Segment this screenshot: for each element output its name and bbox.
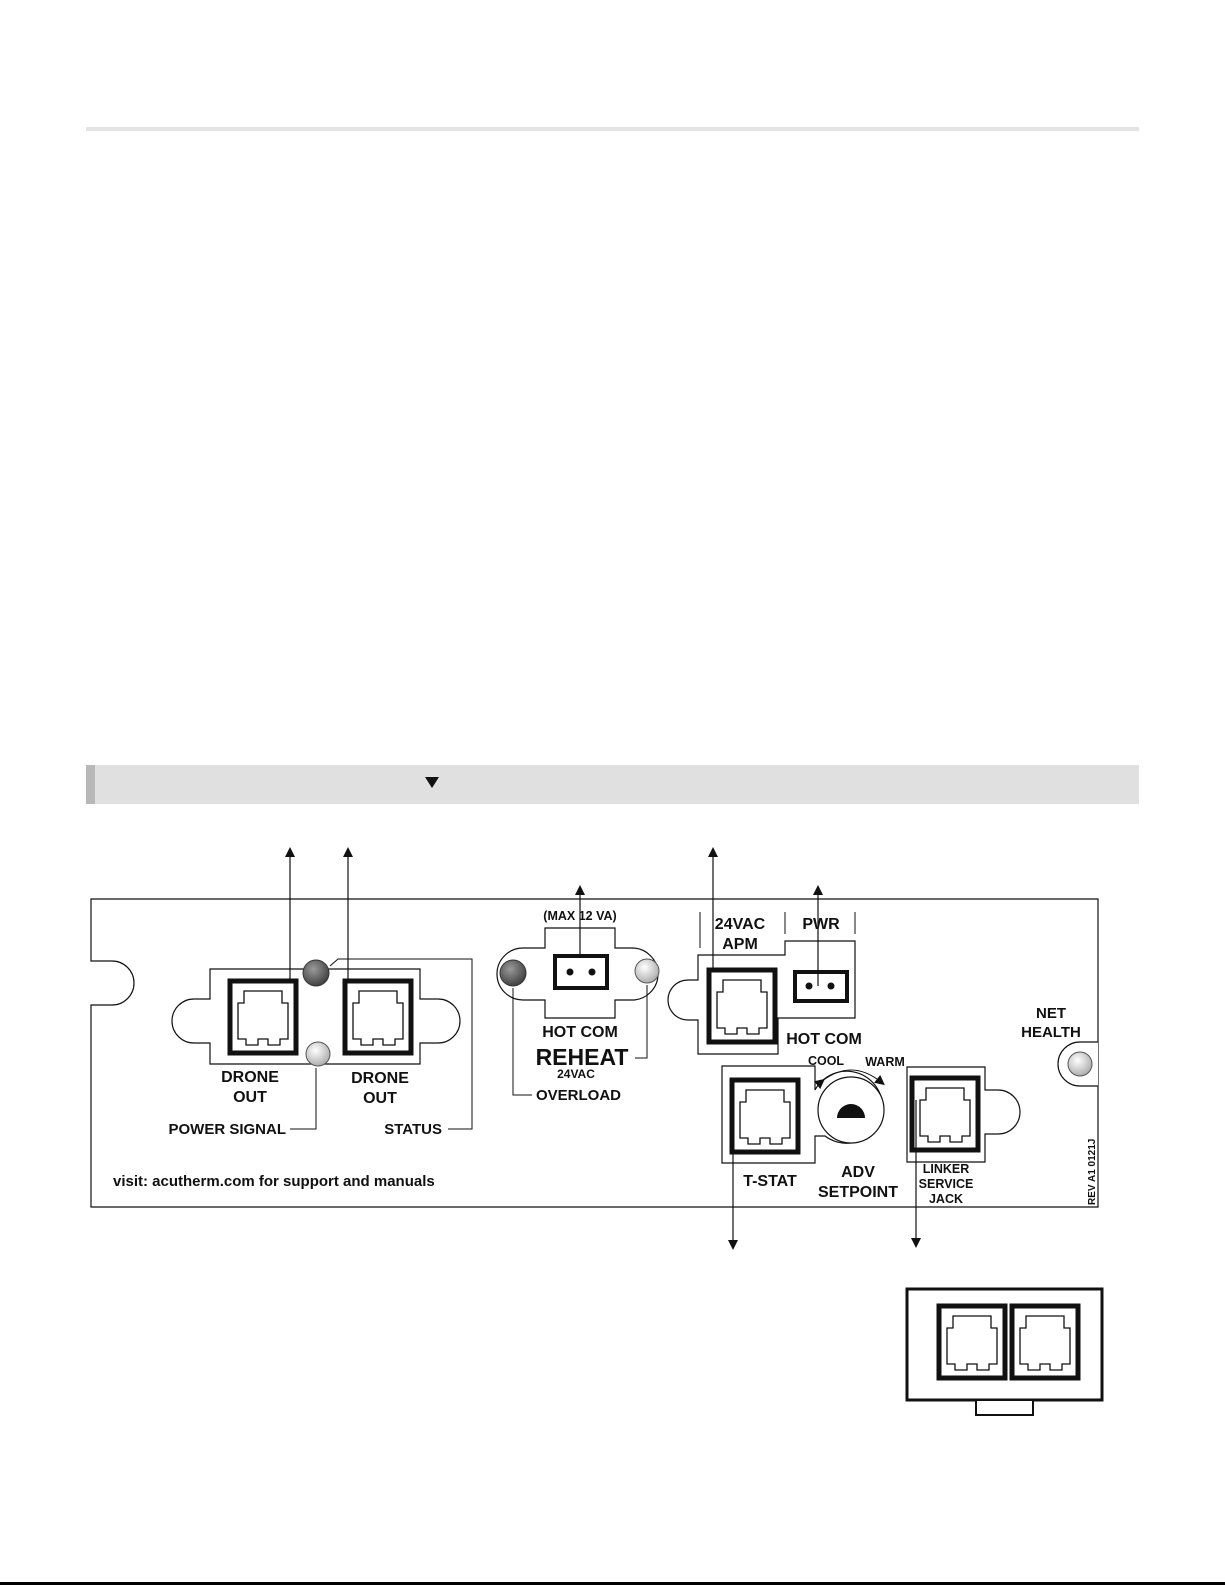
status-led-icon (303, 960, 329, 986)
net-health-label-line1: NET (1036, 1005, 1066, 1022)
linker-service-jack[interactable] (912, 1078, 978, 1150)
reheat-hot-com-label: HOT COM (542, 1024, 618, 1041)
overload-led-icon (500, 960, 526, 986)
reheat-voltage-label: 24VAC (557, 1067, 595, 1081)
cool-label: COOL (807, 1054, 845, 1068)
inset-jack-1 (939, 1306, 1005, 1378)
tstat-jack[interactable] (732, 1080, 798, 1152)
section-bar (86, 765, 1139, 804)
max-va-label: (MAX 12 VA) (543, 909, 617, 923)
support-footer: visit: acutherm.com for support and manuals (113, 1173, 435, 1190)
apm-jack[interactable] (709, 970, 775, 1042)
inset-jack-2 (1012, 1306, 1078, 1378)
linker-label-line1: LINKER (922, 1162, 970, 1176)
power-signal-label: POWER SIGNAL (168, 1121, 286, 1138)
net-health-led-icon (1068, 1052, 1092, 1076)
apm-label-line1: 24VAC (714, 916, 766, 933)
drone-out-2-label-line2: OUT (363, 1090, 397, 1107)
linker-label-line2: SERVICE (918, 1177, 974, 1191)
drone-out-jack-1[interactable] (230, 981, 296, 1053)
net-health-label-line2: HEALTH (1021, 1024, 1081, 1041)
status-label: STATUS (384, 1121, 442, 1138)
controller-panel-diagram (0, 840, 1225, 1430)
top-divider (86, 127, 1139, 131)
adv-setpoint-label-line2: SETPOINT (817, 1184, 899, 1201)
drone-out-2-label-line1: DRONE (351, 1070, 409, 1087)
warm-label: WARM (865, 1055, 905, 1069)
reheat-led-icon (635, 959, 659, 983)
adv-setpoint-label-line1: ADV (841, 1164, 875, 1181)
overload-label: OVERLOAD (536, 1087, 622, 1104)
pwr-terminal[interactable] (795, 972, 847, 1001)
drone-out-1-label-line1: DRONE (221, 1069, 279, 1086)
reheat-terminal[interactable] (555, 956, 607, 988)
linker-label-line3: JACK (928, 1192, 964, 1206)
dropdown-arrow-icon[interactable] (425, 777, 439, 788)
pwr-label: PWR (802, 916, 840, 933)
reheat-label: REHEAT (535, 1044, 629, 1070)
power-signal-led-icon (306, 1042, 330, 1066)
drone-out-jack-2[interactable] (345, 981, 411, 1053)
tstat-label: T-STAT (743, 1173, 797, 1190)
pwr-hot-com-label: HOT COM (786, 1031, 862, 1048)
apm-label-line2: APM (722, 936, 758, 953)
drone-out-1-label-line2: OUT (233, 1089, 267, 1106)
revision-label: REV A1 0121J (1087, 1138, 1098, 1205)
